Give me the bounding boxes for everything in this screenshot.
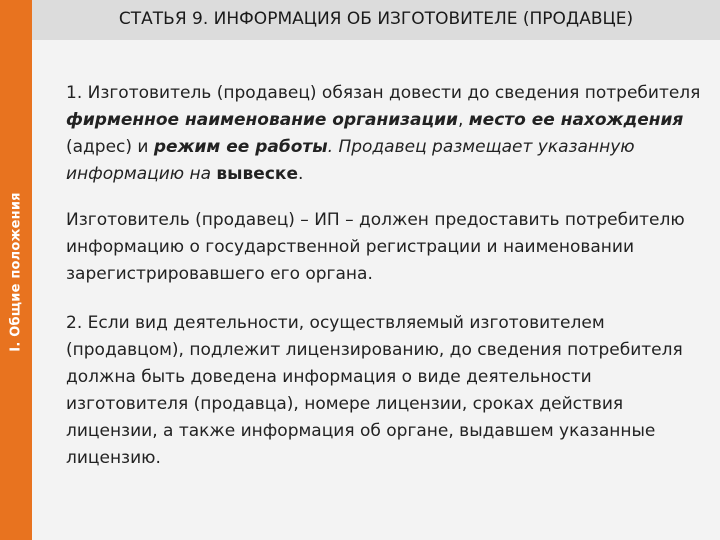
p1-text-2: , [457,110,469,130]
p1-location: место ее нахождения [468,110,684,130]
p1-text-3: (адрес) и [66,137,154,157]
slide-header [32,0,720,40]
page-title: СТАТЬЯ 9. ИНФОРМАЦИЯ ОБ ИЗГОТОВИТЕЛЕ (ПРОДАВЦЕ) [118,9,634,29]
paragraph-1 [66,80,706,188]
section-sidebar [0,0,32,540]
section-label: I. Общие положения [8,192,24,352]
paragraph-2: Изготовитель (продавец) – ИП – должен предоставить потребителю информацию о государственной регистрации и наименовании зарегистрировавшего его органа. [66,210,685,284]
p1-work-hours: режим ее работы [153,137,328,157]
p1-company-name: фирменное наименование организации [66,110,458,130]
p1-text-4: . Продавец размещает указанную информацию на [66,137,635,184]
p1-text-1: 1. Изготовитель (продавец) обязан довести до сведения потребителя [66,83,701,103]
paragraph-3: 2. Если вид деятельности, осуществляемый изготовителем (продавцом), подлежит лицензированию, до сведения потребителя должна быть доведена информация о виде деятельности изготовителя (продавца), номере лицензии, сроках действия лицензии, а также информация об органе, выдавшем указанные лицензию. [66,313,683,468]
p1-signboard: вывеске [216,164,298,184]
article-body [66,80,706,491]
p1-text-5: . [297,164,304,184]
